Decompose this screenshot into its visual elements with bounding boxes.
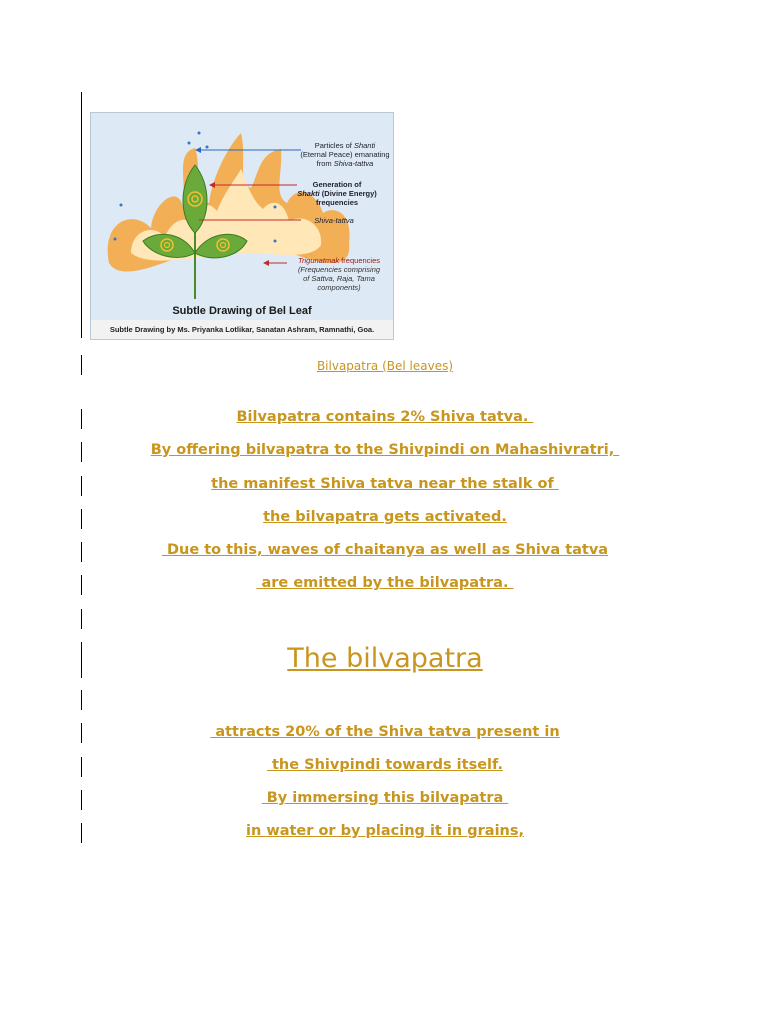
margin-bar [81, 355, 82, 375]
label-shiva-tattva-text: Shiva-tattva [314, 216, 354, 225]
label-trigunatmak-d: of Sattva, Raja, Tama [303, 274, 375, 283]
label-trigunatmak [287, 256, 391, 292]
label-shiva-tattva [299, 216, 369, 225]
margin-bar [81, 690, 82, 710]
text-line[interactable]: attracts 20% of the Shiva tatva present in [210, 724, 560, 740]
margin-bar [81, 442, 82, 462]
margin-bar [81, 609, 82, 629]
margin-bar [81, 575, 82, 595]
margin-bar [81, 790, 82, 810]
label-shakti-d: frequencies [315, 198, 359, 207]
label-shakti-a: Generation of [312, 180, 362, 189]
margin-bar [81, 409, 82, 429]
text-line[interactable]: the bilvapatra gets activated. [263, 509, 507, 525]
bel-leaf-figure [90, 112, 394, 340]
text-line[interactable]: the Shivpindi towards itself. [266, 757, 504, 773]
label-shanti-a: Particles of [314, 141, 352, 150]
label-shanti [299, 141, 391, 168]
label-shakti-c: (Divine Energy) [321, 189, 377, 198]
section-heading[interactable]: The bilvapatra [287, 643, 483, 674]
label-trigunatmak-a: Trigunatmak [297, 256, 340, 265]
margin-bar [81, 723, 82, 743]
margin-bar [81, 642, 82, 678]
margin-bar [81, 757, 82, 777]
margin-bar [81, 476, 82, 496]
figure-credit: Subtle Drawing by Ms. Priyanka Lotlikar, Sanatan Ashram, Ramnathi, Goa. [91, 320, 393, 339]
label-trigunatmak-c: (Frequencies comprising [297, 265, 381, 274]
label-shanti-e: Shiva-tattva [333, 159, 374, 168]
margin-bar [81, 542, 82, 562]
margin-bar [81, 509, 82, 529]
text-line[interactable]: the manifest Shiva tatva near the stalk of [211, 476, 559, 492]
text-line[interactable]: in water or by placing it in grains, [245, 823, 524, 839]
label-shanti-b: Shanti [353, 141, 376, 150]
text-line[interactable]: Bilvapatra contains 2% Shiva tatva. [236, 409, 534, 425]
margin-bar [81, 823, 82, 843]
figure-caption[interactable]: Bilvapatra (Bel leaves) [316, 359, 454, 373]
label-shakti [295, 180, 379, 207]
text-line[interactable]: By immersing this bilvapatra [261, 790, 509, 806]
text-line[interactable]: are emitted by the bilvapatra. [256, 575, 514, 591]
label-shanti-d: from [316, 159, 332, 168]
figure-title: Subtle Drawing of Bel Leaf [172, 305, 312, 317]
label-trigunatmak-b: frequencies [341, 256, 380, 265]
label-shakti-b: Shakti [297, 189, 320, 198]
text-line[interactable]: By offering bilvapatra to the Shivpindi on Mahashivratri, [150, 442, 620, 458]
label-shanti-c: (Eternal Peace) emanating [300, 150, 390, 159]
text-line[interactable]: Due to this, waves of chaitanya as well as Shiva tatva [161, 542, 609, 558]
label-trigunatmak-e: components) [317, 283, 361, 292]
margin-bar [81, 92, 82, 338]
